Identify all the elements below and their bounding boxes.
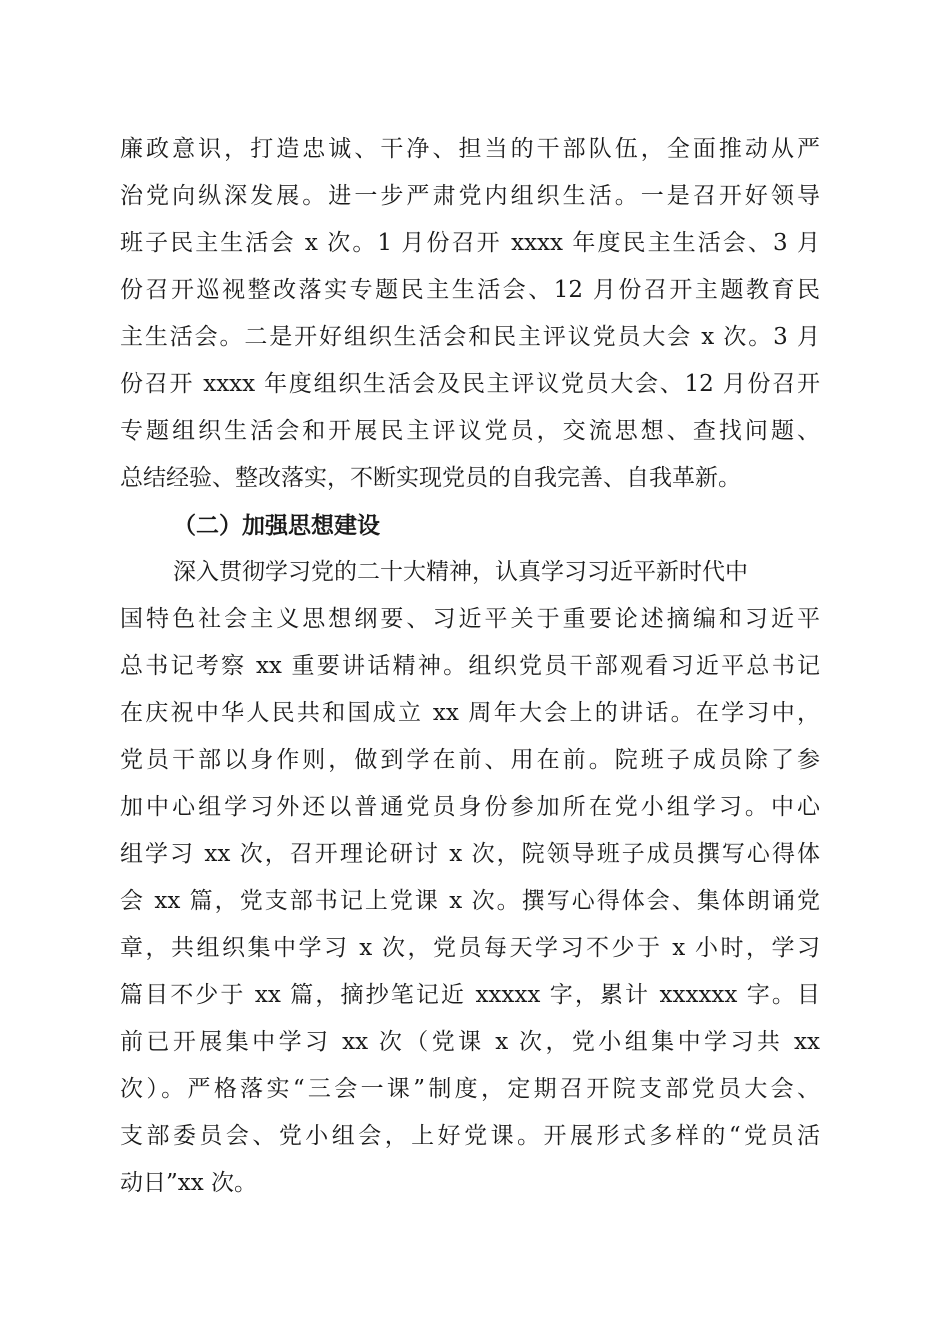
text-line: 主生活会。二是开好组织生活会和民主评议党员大会 x 次。3 月 [120,324,820,350]
text-line: 国特色社会主义思想纲要、习近平关于重要论述摘编和习近平 [120,606,820,632]
text-line: 总书记考察 xx 重要讲话精神。组织党员干部观看习近平总书记 [120,653,820,679]
text-line: 在庆祝中华人民共和国成立 xx 周年大会上的讲话。在学习中， [120,700,820,726]
text-line: 组学习 xx 次，召开理论研讨 x 次，院领导班子成员撰写心得体 [120,841,820,867]
section-heading: （二）加强思想建设 [173,512,380,539]
paragraph-party-life [120,126,820,502]
text-line: 份召开巡视整改落实专题民主生活会、12 月份召开主题教育民 [120,277,820,303]
text-line: 会 xx 篇，党支部书记上党课 x 次。撰写心得体会、集体朗诵党 [120,888,820,914]
text-line: 次）。严格落实“三会一课”制度，定期召开院支部党员大会、 [120,1076,820,1102]
text-line: 班子民主生活会 x 次。1 月份召开 xxxx 年度民主生活会、3 月 [120,230,820,256]
text-line: 份召开 xxxx 年度组织生活会及民主评议党员大会、12 月份召开 [120,371,820,397]
text-line: 前已开展集中学习 xx 次（党课 x 次，党小组集中学习共 xx [120,1029,820,1055]
text-line: 廉政意识，打造忠诚、干净、担当的干部队伍，全面推动从严 [120,136,820,162]
text-line: 深入贯彻学习党的二十大精神，认真学习习近平新时代中 [173,559,748,585]
text-line: 加中心组学习外还以普通党员身份参加所在党小组学习。中心 [120,794,820,820]
text-line: 总结经验、整改落实，不断实现党员的自我完善、自我革新。 [120,465,741,491]
paragraph-ideological-building [120,549,820,1207]
text-line: 动日”xx 次。 [120,1170,258,1196]
text-line: 支部委员会、党小组会，上好党课。开展形式多样的“党员活 [120,1123,820,1149]
text-line: 篇目不少于 xx 篇，摘抄笔记近 xxxxx 字，累计 xxxxxx 字。目 [120,982,820,1008]
text-line: 专题组织生活会和开展民主评议党员，交流思想、查找问题、 [120,418,820,444]
text-line: 治党向纵深发展。进一步严肃党内组织生活。一是召开好领导 [120,183,820,209]
document-body [120,126,820,1207]
text-line: 党员干部以身作则，做到学在前、用在前。院班子成员除了参 [120,747,820,773]
text-line: 章，共组织集中学习 x 次，党员每天学习不少于 x 小时，学习 [120,935,820,961]
